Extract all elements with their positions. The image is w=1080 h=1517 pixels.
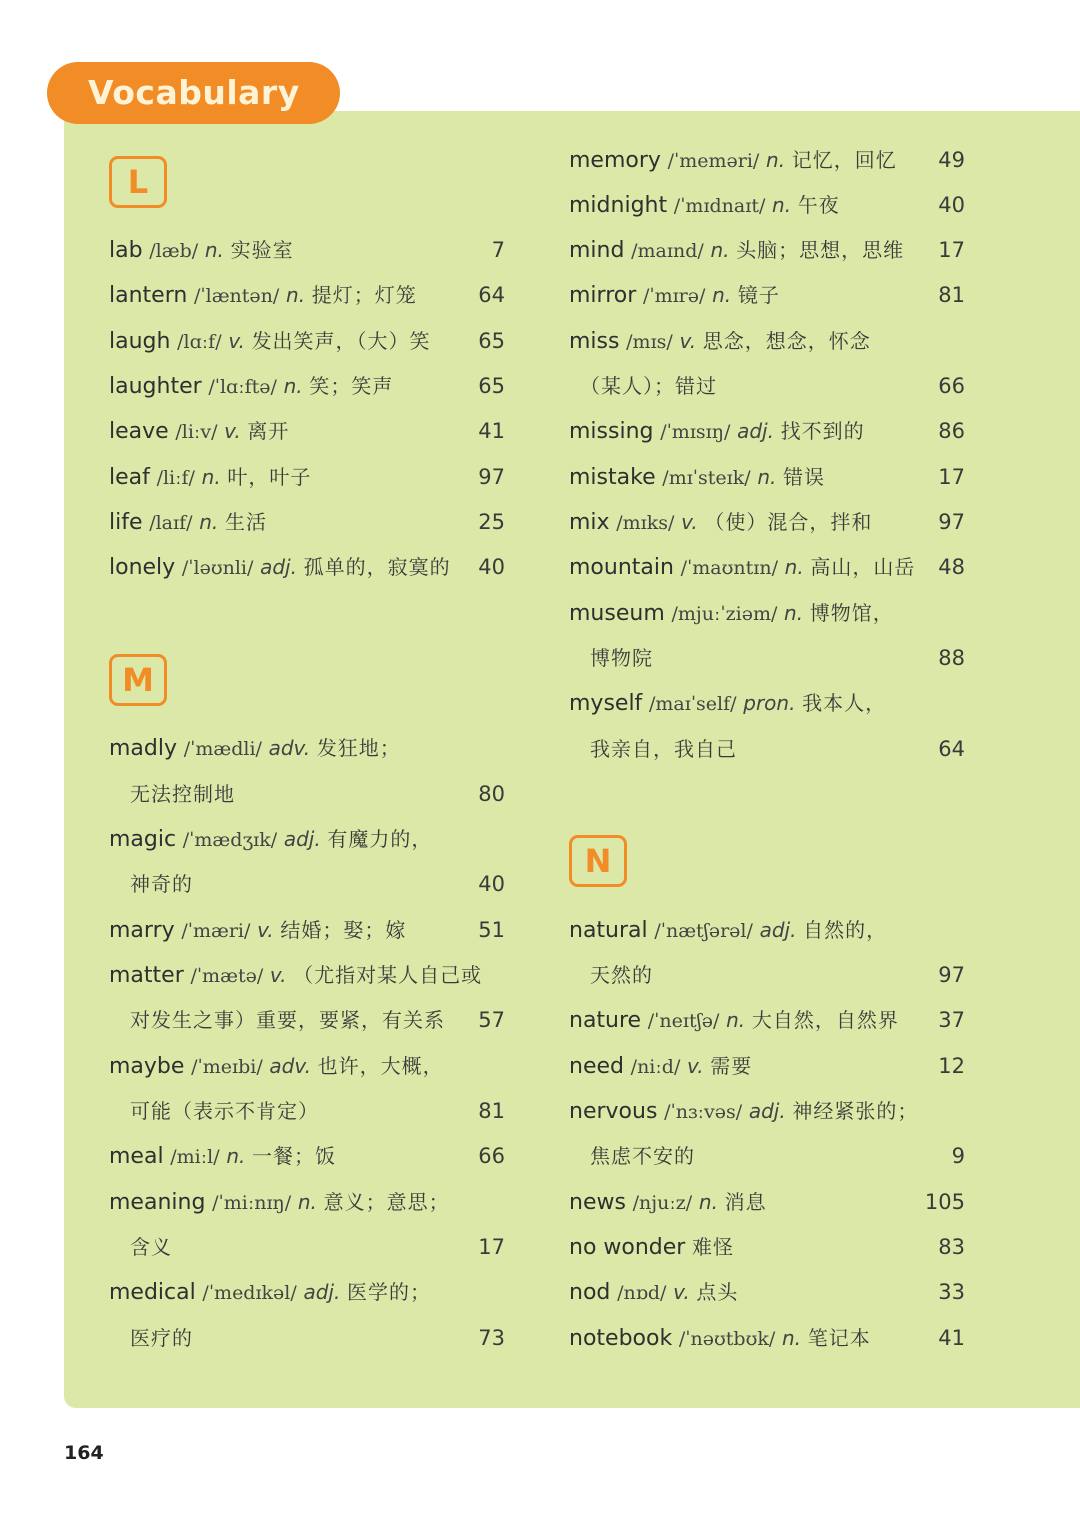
entry-page: 66 xyxy=(478,1144,505,1168)
entry-museum xyxy=(569,593,894,633)
entry-word: natural xyxy=(569,918,648,943)
entry-meaning: 难怪 xyxy=(692,1235,735,1259)
entry-page: 40 xyxy=(478,555,505,579)
entry-page: 64 xyxy=(478,283,505,307)
entry-word: museum xyxy=(569,601,665,626)
entry-word: news xyxy=(569,1190,626,1215)
entry-pos: adj. xyxy=(283,827,321,851)
entry-page: 81 xyxy=(478,1099,505,1123)
entry-pos: v. xyxy=(228,329,245,353)
entry-meal xyxy=(109,1136,336,1176)
entry-ipa: /ˈmeməri/ xyxy=(667,150,760,172)
page-number: 164 xyxy=(64,1442,104,1464)
entry-pos: v. xyxy=(687,1054,704,1078)
entry-meaning: 离开 xyxy=(247,419,290,443)
entry-ipa: /ˈmiːnɪŋ/ xyxy=(212,1192,292,1214)
entry-ipa: /ˈmaʊntɪn/ xyxy=(680,557,778,579)
entry-page: 7 xyxy=(491,238,505,262)
entry-meaning: 实验室 xyxy=(230,238,294,262)
entry-meaning: 午夜 xyxy=(797,193,840,217)
entry-meaning: 有魔力的， xyxy=(327,827,433,851)
entry-meaning-cont: 对发生之事）重要，要紧，有关系 xyxy=(130,1008,445,1032)
entry-mind xyxy=(569,230,904,270)
entry-ipa: /ˈlɑːftə/ xyxy=(208,376,277,398)
entry-matter xyxy=(109,955,482,995)
entry-ipa: /ˈnɜːvəs/ xyxy=(664,1101,743,1123)
entry-magic xyxy=(109,819,432,859)
entry-meaning-cont: 无法控制地 xyxy=(130,782,235,806)
entry-page: 40 xyxy=(478,872,505,896)
entry-page: 57 xyxy=(478,1008,505,1032)
entry-page: 88 xyxy=(938,646,965,670)
entry-ipa: /liːv/ xyxy=(175,421,218,443)
entry-page: 48 xyxy=(938,555,965,579)
entry-continuation xyxy=(590,955,653,995)
entry-continuation xyxy=(580,366,717,406)
entry-pos: n. xyxy=(297,1190,317,1214)
entry-ipa: /mjuːˈziəm/ xyxy=(671,603,778,625)
letter-l-badge: L xyxy=(109,156,167,208)
entry-ipa: /ˈneɪtʃə/ xyxy=(647,1010,720,1032)
entry-word: lonely xyxy=(109,555,176,580)
entry-word: meal xyxy=(109,1144,164,1169)
entry-meaning: 博物馆， xyxy=(809,601,894,625)
entry-word: mountain xyxy=(569,555,674,580)
entry-word: laugh xyxy=(109,329,171,354)
entry-maybe xyxy=(109,1046,444,1086)
entry-meaning: 错误 xyxy=(783,465,826,489)
entry-pos: n. xyxy=(283,374,303,398)
entry-word: mind xyxy=(569,238,625,263)
entry-pos: v. xyxy=(679,329,697,353)
entry-myself xyxy=(569,683,886,723)
entry-continuation xyxy=(130,1091,319,1131)
entry-page: 65 xyxy=(478,374,505,398)
entry-page: 40 xyxy=(938,193,965,217)
entry-pos: adj. xyxy=(303,1280,341,1304)
entry-pos: n. xyxy=(757,465,777,489)
entry-ipa: /maɪnd/ xyxy=(631,240,704,262)
entry-ipa: /mɪks/ xyxy=(616,512,675,534)
entry-laugh xyxy=(109,321,431,361)
entry-marry xyxy=(109,910,406,950)
entry-meaning: 生活 xyxy=(224,510,267,534)
entry-pos: n. xyxy=(784,601,804,625)
entry-mountain xyxy=(569,547,915,587)
entry-ipa: /mɪs/ xyxy=(626,331,673,353)
entry-word: mix xyxy=(569,510,610,535)
entry-ipa: /ˈmedɪkəl/ xyxy=(202,1282,297,1304)
entry-meaning-cont: 可能（表示不肯定） xyxy=(130,1099,319,1123)
entry-meaning: 高山，山岳 xyxy=(810,555,916,579)
entry-pos: v. xyxy=(681,510,698,534)
entry-meaning: 意义；意思； xyxy=(323,1190,450,1214)
entry-ipa: /nɒd/ xyxy=(617,1282,667,1304)
entry-midnight xyxy=(569,185,840,225)
entry-ipa: /laɪf/ xyxy=(149,512,193,534)
entry-word: nature xyxy=(569,1008,642,1033)
entry-word: lantern xyxy=(109,283,188,308)
entry-page: 49 xyxy=(938,148,965,172)
entry-pos: adj. xyxy=(260,555,297,579)
entry-word: maybe xyxy=(109,1054,185,1079)
entry-word: laughter xyxy=(109,374,202,399)
entry-pos: adv. xyxy=(268,736,311,760)
entry-word: madly xyxy=(109,736,178,761)
entry-pos: n. xyxy=(226,1144,246,1168)
entry-continuation xyxy=(130,1000,445,1040)
entry-word: miss xyxy=(569,329,620,354)
entry-pos: adv. xyxy=(269,1054,311,1078)
entry-ipa: /ˈlæntən/ xyxy=(194,285,280,307)
entry-page: 12 xyxy=(938,1054,965,1078)
entry-page: 17 xyxy=(938,238,965,262)
entry-page: 86 xyxy=(938,419,965,443)
entry-meaning-cont: 博物院 xyxy=(590,646,653,670)
entry-meaning: 叶，叶子 xyxy=(227,465,312,489)
entry-word: life xyxy=(109,510,143,535)
entry-page: 97 xyxy=(478,465,505,489)
entry-continuation xyxy=(590,729,737,769)
entry-meaning: 也许，大概， xyxy=(317,1054,444,1078)
entry-pos: n. xyxy=(199,510,219,534)
entry-page: 66 xyxy=(938,374,965,398)
entry-meaning-cont: 天然的 xyxy=(590,963,653,987)
entry-meaning: 找不到的 xyxy=(780,419,865,443)
entry-medical xyxy=(109,1272,431,1312)
entry-pos: n. xyxy=(772,193,792,217)
section-title: Vocabulary xyxy=(47,62,340,124)
entry-meaning: （使）混合，拌和 xyxy=(704,510,873,534)
entry-pos: pron. xyxy=(743,691,796,715)
entry-meaning-cont: （某人）；错过 xyxy=(580,374,717,398)
entry-pos: n. xyxy=(766,148,786,172)
entry-meaning: 孤单的，寂寞的 xyxy=(303,555,451,579)
entry-word: matter xyxy=(109,963,184,988)
entry-word: memory xyxy=(569,148,661,173)
entry-word: need xyxy=(569,1054,624,1079)
entry-missing xyxy=(569,411,865,451)
entry-meaning: 记忆，回忆 xyxy=(791,148,897,172)
entry-ipa: /ˈmɪrə/ xyxy=(642,285,706,307)
entry-page: 73 xyxy=(478,1326,505,1350)
entry-ipa: /ˈmɪsɪŋ/ xyxy=(660,421,731,443)
entry-ipa: /ˈnəʊtbʊk/ xyxy=(678,1328,776,1350)
entry-meaning: 镜子 xyxy=(737,283,780,307)
entry-word: nervous xyxy=(569,1099,658,1124)
entry-meaning: 点头 xyxy=(696,1280,739,1304)
letter-n-badge: N xyxy=(569,835,627,887)
entry-lab xyxy=(109,230,294,270)
entry-word: lab xyxy=(109,238,143,263)
entry-pos: n. xyxy=(784,555,804,579)
entry-word: mistake xyxy=(569,465,656,490)
entry-notebook xyxy=(569,1318,871,1358)
entry-pos: n. xyxy=(726,1008,746,1032)
entry-page: 105 xyxy=(924,1190,965,1214)
entry-miss xyxy=(569,321,871,361)
entry-ipa: /lɑːf/ xyxy=(177,331,222,353)
letter-m-badge: M xyxy=(109,654,167,706)
entry-word: marry xyxy=(109,918,175,943)
entry-meaning-cont: 神奇的 xyxy=(130,872,193,896)
entry-word: notebook xyxy=(569,1326,673,1351)
entry-meaning: 神经紧张的； xyxy=(792,1099,919,1123)
entry-meaning-cont: 焦虑不安的 xyxy=(590,1144,695,1168)
entry-ipa: /ˈnætʃərəl/ xyxy=(654,920,753,942)
entry-meaning-cont: 含义 xyxy=(130,1235,172,1259)
entry-ipa: /ˈmeɪbi/ xyxy=(191,1056,263,1078)
entry-continuation xyxy=(590,1136,695,1176)
entry-word: magic xyxy=(109,827,177,852)
entry-page: 81 xyxy=(938,283,965,307)
entry-meaning: 发狂地； xyxy=(316,736,401,760)
entry-page: 25 xyxy=(478,510,505,534)
entry-mistake xyxy=(569,457,825,497)
entry-meaning: 一餐；饭 xyxy=(252,1144,337,1168)
entry-word: meaning xyxy=(109,1190,206,1215)
entry-page: 37 xyxy=(938,1008,965,1032)
entry-page: 9 xyxy=(951,1144,965,1168)
entry-page: 97 xyxy=(938,510,965,534)
entry-nervous xyxy=(569,1091,918,1131)
entry-pos: n. xyxy=(201,465,221,489)
entry-leaf xyxy=(109,457,311,497)
entry-meaning: 结婚；娶；嫁 xyxy=(280,918,407,942)
entry-nature xyxy=(569,1000,899,1040)
entry-pos: n. xyxy=(698,1190,718,1214)
entry-word: midnight xyxy=(569,193,668,218)
entry-laughter xyxy=(109,366,393,406)
entry-ipa: /njuːz/ xyxy=(632,1192,693,1214)
entry-ipa: /læb/ xyxy=(149,240,199,262)
entry-natural xyxy=(569,910,887,950)
entry-word: leave xyxy=(109,419,169,444)
entry-meaning-cont: 我亲自，我自己 xyxy=(590,737,737,761)
entry-ipa: /maɪˈself/ xyxy=(649,693,737,715)
entry-page: 41 xyxy=(938,1326,965,1350)
entry-page: 33 xyxy=(938,1280,965,1304)
entry-pos: v. xyxy=(224,419,241,443)
entry-meaning: 需要 xyxy=(710,1054,753,1078)
entry-no-wonder xyxy=(569,1227,734,1267)
entry-word: nod xyxy=(569,1280,611,1305)
entry-meaning: 笔记本 xyxy=(807,1326,871,1350)
entry-pos: v. xyxy=(269,963,287,987)
entry-news xyxy=(569,1182,767,1222)
entry-pos: n. xyxy=(710,238,730,262)
entry-meaning: 思念，想念，怀念 xyxy=(702,329,871,353)
entry-page: 17 xyxy=(478,1235,505,1259)
entry-continuation xyxy=(130,864,193,904)
entry-meaning: 自然的， xyxy=(803,918,888,942)
entry-ipa: /miːl/ xyxy=(170,1146,220,1168)
entry-ipa: /niːd/ xyxy=(630,1056,681,1078)
entry-pos: adj. xyxy=(759,918,797,942)
entry-mirror xyxy=(569,275,780,315)
entry-meaning-cont: 医疗的 xyxy=(130,1326,193,1350)
entry-meaning: 大自然，自然界 xyxy=(751,1008,899,1032)
entry-memory xyxy=(569,140,897,180)
entry-leave xyxy=(109,411,289,451)
entry-pos: n. xyxy=(204,238,224,262)
entry-life xyxy=(109,502,267,542)
entry-continuation xyxy=(590,638,653,678)
entry-mix xyxy=(569,502,872,542)
entry-meaning xyxy=(109,1182,450,1222)
entry-pos: v. xyxy=(673,1280,690,1304)
entry-lonely xyxy=(109,547,451,587)
entry-word: medical xyxy=(109,1280,196,1305)
entry-ipa: /ˈmɪdnaɪt/ xyxy=(673,195,766,217)
entry-madly xyxy=(109,728,401,768)
entry-pos: adj. xyxy=(748,1099,786,1123)
entry-page: 41 xyxy=(478,419,505,443)
entry-continuation xyxy=(130,774,235,814)
entry-meaning: 笑；笑声 xyxy=(309,374,394,398)
entry-pos: v. xyxy=(257,918,274,942)
entry-page: 17 xyxy=(938,465,965,489)
entry-pos: n. xyxy=(286,283,306,307)
entry-meaning: 医学的； xyxy=(347,1280,432,1304)
entry-page: 64 xyxy=(938,737,965,761)
entry-meaning: 头脑；思想，思维 xyxy=(736,238,905,262)
entry-ipa: /mɪˈsteɪk/ xyxy=(662,467,751,489)
entry-page: 65 xyxy=(478,329,505,353)
entry-ipa: /ˈmætə/ xyxy=(190,965,264,987)
entry-continuation xyxy=(130,1227,172,1267)
entry-meaning: 消息 xyxy=(724,1190,767,1214)
entry-ipa: /liːf/ xyxy=(156,467,195,489)
entry-word: missing xyxy=(569,419,654,444)
entry-pos: n. xyxy=(712,283,732,307)
entry-ipa: /ˈmæri/ xyxy=(181,920,251,942)
entry-meaning: 发出笑声，（大）笑 xyxy=(251,329,431,353)
entry-word: leaf xyxy=(109,465,150,490)
entry-nod xyxy=(569,1272,738,1312)
entry-ipa: /ˈləʊnli/ xyxy=(181,557,254,579)
entry-lantern xyxy=(109,275,417,315)
entry-pos: n. xyxy=(781,1326,802,1350)
entry-page: 97 xyxy=(938,963,965,987)
entry-word: no wonder xyxy=(569,1235,686,1260)
entry-ipa: /ˈmædli/ xyxy=(183,738,262,760)
entry-meaning: （尤指对某人自己或 xyxy=(293,963,483,987)
entry-meaning: 提灯；灯笼 xyxy=(311,283,417,307)
entry-word: mirror xyxy=(569,283,637,308)
entry-page: 80 xyxy=(478,782,505,806)
entry-need xyxy=(569,1046,752,1086)
entry-word: myself xyxy=(569,691,643,716)
entry-meaning: 我本人， xyxy=(802,691,887,715)
entry-page: 83 xyxy=(938,1235,965,1259)
entry-ipa: /ˈmædʒɪk/ xyxy=(182,829,278,851)
entry-continuation xyxy=(130,1318,193,1358)
entry-page: 51 xyxy=(478,918,505,942)
entry-pos: adj. xyxy=(737,419,774,443)
